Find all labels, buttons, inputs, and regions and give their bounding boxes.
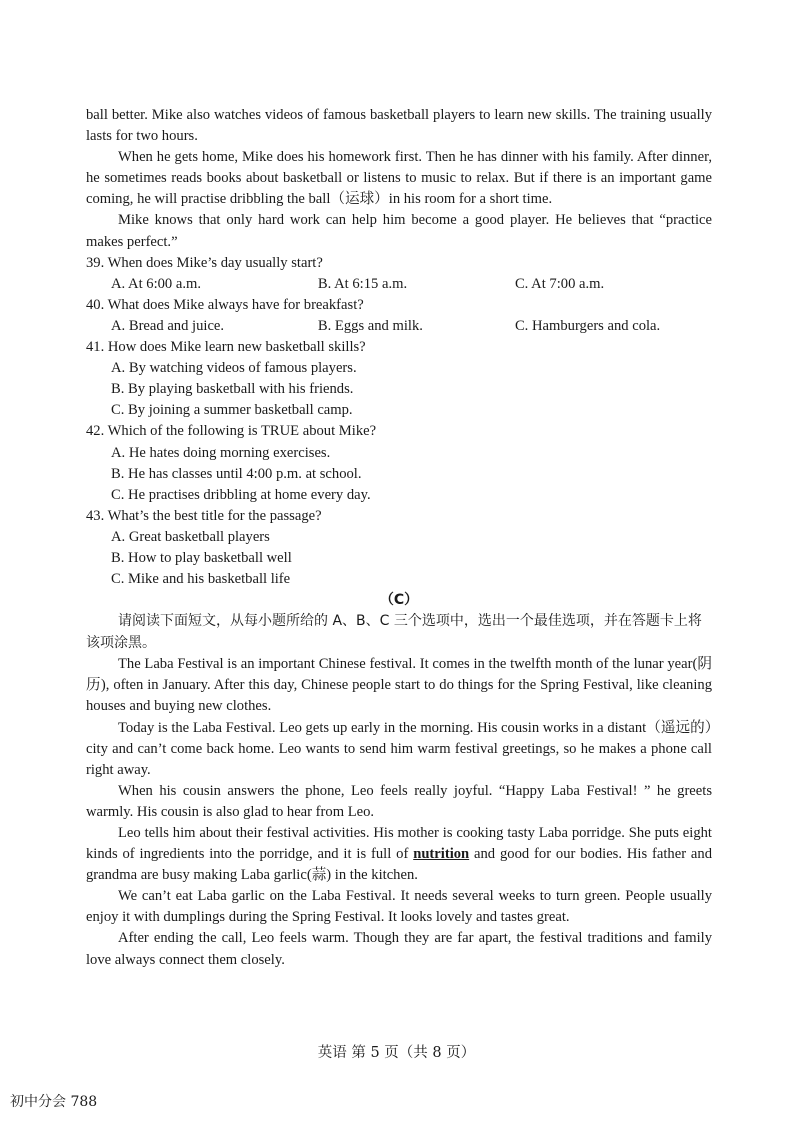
passage-b-paragraph-3: Mike knows that only hard work can help him become a good player. He believes that “practice makes perfect.” [86, 212, 712, 250]
page-footer: 英语 第 5 页（共 8 页） [317, 1045, 476, 1061]
question-41-option-a: A. By watching videos of famous players. [111, 360, 357, 377]
question-40-stem: 40. What does Mike always have for breakfast? [86, 296, 364, 313]
question-41-option-b: B. By playing basketball with his friends. [111, 381, 354, 398]
question-39-options [86, 274, 712, 295]
question-43-option-c: C. Mike and his basketball life [111, 571, 291, 588]
keyword-nutrition: nutrition [413, 846, 470, 863]
question-42-option-c: C. He practises dribbling at home every day. [111, 486, 371, 503]
passage-b-paragraph-1: ball better. Mike also watches videos of famous basketball players to learn new skills. The training usually lasts for two hours. [86, 107, 712, 145]
page-content [86, 105, 712, 971]
question-40-option-a: A. Bread and juice. [111, 317, 225, 334]
passage-c-paragraph-4-end: and good for our bodies. His father and grandma are busy making Laba garlic(蒜) in the kitchen. [86, 846, 712, 884]
section-c-title: （C） [379, 592, 419, 609]
question-42-stem: 42. Which of the following is TRUE about Mike? [86, 423, 377, 440]
question-40-option-b: B. Eggs and milk. [317, 317, 423, 334]
question-41-stem: 41. How does Mike learn new basketball skills? [86, 339, 366, 356]
passage-c-paragraph-4 [86, 823, 712, 886]
question-40-options [86, 316, 712, 337]
passage-c-paragraph-6: After ending the call, Leo feels warm. Though they are far apart, the festival traditions and family love always connect them closely. [86, 930, 712, 968]
question-40-option-c: C. Hamburgers and cola. [514, 317, 661, 334]
question-39-stem: 39. When does Mike’s day usually start? [86, 254, 323, 271]
question-42-option-b: B. He has classes until 4:00 p.m. at school. [111, 465, 362, 482]
question-41-option-c: C. By joining a summer basketball camp. [111, 402, 353, 419]
exam-code: 初中分会 788 [10, 1094, 98, 1110]
passage-b-paragraph-2: When he gets home, Mike does his homework first. Then he has dinner with his family. After dinner, he sometimes reads books about basketball or listens to music to relax. But if there is an important game coming, he will practise dribbling the ball（运球）in his room for a short time. [86, 149, 712, 208]
question-43-stem: 43. What’s the best title for the passage? [86, 507, 322, 524]
passage-c-paragraph-1: The Laba Festival is an important Chinese festival. It comes in the twelfth month of the lunar year(阴历), often in January. After this day, Chinese people start to do things for the Spring Festival, like cleaning houses and buying new clothes. [86, 656, 712, 715]
passage-c-paragraph-2: Today is the Laba Festival. Leo gets up early in the morning. His cousin works in a distant（遥远的）city and can’t come back home. Leo wants to send him warm festival greetings, so he makes a phone call right away. [86, 719, 712, 778]
question-42-option-a: A. He hates doing morning exercises. [111, 444, 331, 461]
section-c-instructions: 请阅读下面短文，从每小题所给的 A、B、C 三个选项中，选出一个最佳选项，并在答题卡上将该项涂黑。 [86, 613, 702, 651]
passage-c-paragraph-3: When his cousin answers the phone, Leo feels really joyful. “Happy Laba Festival! ” he greets warmly. His cousin is also glad to hear from Leo. [86, 782, 712, 820]
question-39-option-a: A. At 6:00 a.m. [111, 275, 201, 292]
passage-c-paragraph-5: We can’t eat Laba garlic on the Laba Festival. It needs several weeks to turn green. People usually enjoy it with dumplings during the Spring Festival. It looks lovely and tastes great. [86, 888, 712, 926]
question-43-option-b: B. How to play basketball well [111, 549, 292, 566]
passage-c-paragraph-4-start: Leo tells him about their festival activities. His mother is cooking tasty Laba porridge. She puts eight kinds of ingredients into the porridge, and it is full of [86, 825, 712, 863]
question-43-option-a: A. Great basketball players [111, 528, 270, 545]
question-39-option-b: B. At 6:15 a.m. [317, 275, 408, 292]
question-39-option-c: C. At 7:00 a.m. [514, 275, 605, 292]
